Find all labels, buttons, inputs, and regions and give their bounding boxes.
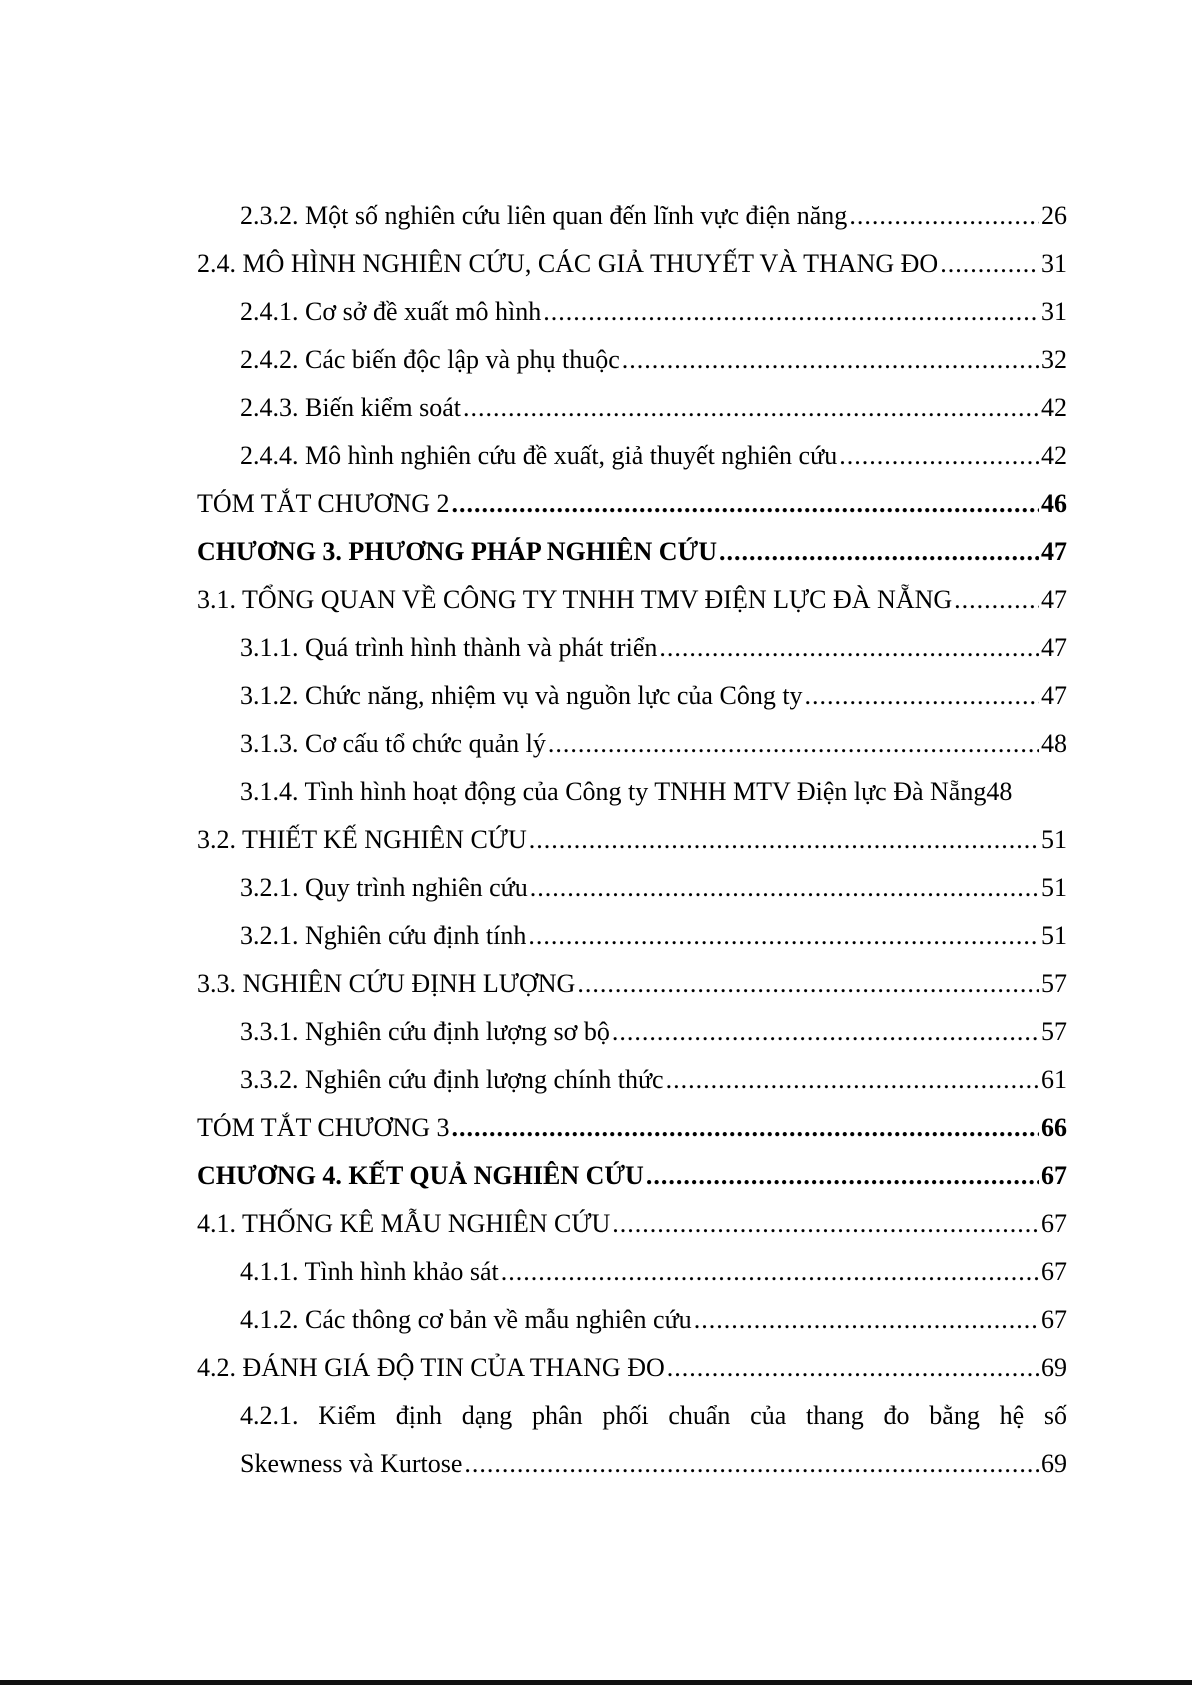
toc-leader-dots — [452, 480, 1040, 528]
toc-entry[interactable] — [197, 576, 1067, 624]
toc-leader-dots — [530, 864, 1039, 912]
toc-entry[interactable] — [197, 768, 1067, 816]
toc-entry[interactable] — [197, 1008, 1067, 1056]
toc-entry-label: CHƯƠNG 3. PHƯƠNG PHÁP NGHIÊN CỨU — [197, 537, 717, 566]
toc-entry[interactable] — [197, 720, 1067, 768]
toc-entry-label: 4.1. THỐNG KÊ MẪU NGHIÊN CỨU — [197, 1209, 611, 1238]
toc-entry[interactable] — [197, 1152, 1067, 1200]
toc-entry-label: 4.2. ĐÁNH GIÁ ĐỘ TIN CỦA THANG ĐO — [197, 1353, 665, 1382]
toc-entry-label: 2.4.3. Biến kiểm soát — [240, 393, 461, 422]
toc-leader-dots — [622, 336, 1039, 384]
toc-entry-wrapped[interactable] — [197, 1392, 1067, 1488]
toc-leader-dots — [694, 1296, 1039, 1344]
toc-leader-dots — [612, 1008, 1039, 1056]
toc-page-number: 46 — [1041, 489, 1067, 518]
toc-page-number: 57 — [1041, 1017, 1067, 1046]
toc-page-number: 47 — [1041, 537, 1067, 566]
toc-page-number: 67 — [1041, 1305, 1067, 1334]
toc-entry-label: 2.4.4. Mô hình nghiên cứu đề xuất, giả thuyết nghiên cứu — [240, 441, 838, 470]
page-bottom-edge — [0, 1680, 1192, 1685]
toc-page-number: 42 — [1041, 441, 1067, 470]
toc-page-number: 69 — [1041, 1353, 1067, 1382]
toc-leader-dots — [464, 1440, 1039, 1488]
toc-entry[interactable] — [197, 864, 1067, 912]
toc-page-number: 51 — [1041, 873, 1067, 902]
toc-entry[interactable] — [197, 480, 1067, 528]
toc-page-number: 69 — [1041, 1449, 1067, 1478]
toc-entry-label: 2.4.1. Cơ sở đề xuất mô hình — [240, 297, 542, 326]
toc-entry-label: 3.2. THIẾT KẾ NGHIÊN CỨU — [197, 825, 527, 854]
toc-leader-dots — [452, 1104, 1040, 1152]
toc-leader-dots — [719, 528, 1039, 576]
toc-entry[interactable] — [197, 1248, 1067, 1296]
toc-entry[interactable] — [197, 336, 1067, 384]
toc-entry-label-line1: 4.2.1. Kiểm định dạng phân phối chuẩn của thang đo bằng hệ số — [240, 1401, 1067, 1430]
toc-entry[interactable] — [197, 432, 1067, 480]
toc-entry-label: 2.4.2. Các biến độc lập và phụ thuộc — [240, 345, 620, 374]
toc-leader-dots — [839, 432, 1039, 480]
toc-leader-dots — [528, 912, 1039, 960]
toc-entry[interactable] — [197, 912, 1067, 960]
toc-entry-label: 3.1.4. Tình hình hoạt động của Công ty TNHH MTV Điện lực Đà Nẵng — [240, 777, 987, 806]
toc-entry[interactable] — [197, 384, 1067, 432]
toc-entry-label: 3.3.2. Nghiên cứu định lượng chính thức — [240, 1065, 664, 1094]
toc-leader-dots — [954, 576, 1039, 624]
toc-page-number: 26 — [1041, 201, 1067, 230]
toc-entry-label: TÓM TẮT CHƯƠNG 3 — [197, 1113, 450, 1142]
toc-entry[interactable] — [197, 624, 1067, 672]
toc-leader-dots — [667, 1344, 1039, 1392]
toc-entry[interactable] — [197, 1104, 1067, 1152]
toc-leader-dots — [543, 288, 1039, 336]
toc-page-number: 31 — [1041, 297, 1067, 326]
toc-page-number: 51 — [1041, 921, 1067, 950]
toc-entry-label: 2.3.2. Một số nghiên cứu liên quan đến lĩnh vực điện năng — [240, 201, 848, 230]
toc-leader-dots — [463, 384, 1039, 432]
toc-page-number: 67 — [1041, 1161, 1067, 1190]
toc-entry-label-line2: Skewness và Kurtose — [240, 1449, 463, 1478]
toc-entry-label: 3.1.2. Chức năng, nhiệm vụ và nguồn lực của Công ty — [240, 681, 803, 710]
toc-page-number: 67 — [1041, 1209, 1067, 1238]
toc-leader-dots — [501, 1248, 1039, 1296]
toc-entry-label: 3.1.3. Cơ cấu tổ chức quản lý — [240, 729, 546, 758]
toc-entry-label: 3.1. TỔNG QUAN VỀ CÔNG TY TNHH TMV ĐIỆN LỰC ĐÀ NẴNG — [197, 585, 953, 614]
toc-leader-dots — [940, 240, 1039, 288]
toc-entry[interactable] — [197, 1056, 1067, 1104]
toc-page-number: 57 — [1041, 969, 1067, 998]
toc-leader-dots — [646, 1152, 1039, 1200]
toc-entry-label: 3.3. NGHIÊN CỨU ĐỊNH LƯỢNG — [197, 969, 576, 998]
toc-entry-line2 — [240, 1440, 1067, 1488]
toc-page-number: 32 — [1041, 345, 1067, 374]
toc-entry-label: CHƯƠNG 4. KẾT QUẢ NGHIÊN CỨU — [197, 1161, 644, 1190]
toc-entry[interactable] — [197, 192, 1067, 240]
toc-leader-dots — [548, 720, 1039, 768]
toc-page-number: 31 — [1041, 249, 1067, 278]
toc-entry[interactable] — [197, 1200, 1067, 1248]
toc-leader-dots — [529, 816, 1039, 864]
toc-entry[interactable] — [197, 288, 1067, 336]
toc-page-number: 47 — [1041, 681, 1067, 710]
toc-page-number: 48 — [1041, 729, 1067, 758]
toc-leader-dots — [659, 624, 1039, 672]
toc-leader-dots — [577, 960, 1039, 1008]
toc-page-number: 42 — [1041, 393, 1067, 422]
toc-entry-label: 3.2.1. Nghiên cứu định tính — [240, 921, 527, 950]
toc-entry-label: 3.2.1. Quy trình nghiên cứu — [240, 873, 528, 902]
toc-leader-dots — [612, 1200, 1039, 1248]
toc-entry[interactable] — [197, 1296, 1067, 1344]
toc-page-number: 47 — [1041, 633, 1067, 662]
toc-entry[interactable] — [197, 528, 1067, 576]
toc-page-number: 66 — [1041, 1113, 1067, 1142]
toc-page-number: 67 — [1041, 1257, 1067, 1286]
toc-entry[interactable] — [197, 240, 1067, 288]
toc-entry[interactable] — [197, 1344, 1067, 1392]
toc-page-number: 48 — [986, 777, 1013, 806]
toc-entry-label: 4.1.1. Tình hình khảo sát — [240, 1257, 499, 1286]
toc-entry-label: 2.4. MÔ HÌNH NGHIÊN CỨU, CÁC GIẢ THUYẾT VÀ THANG ĐO — [197, 249, 939, 278]
toc-entry[interactable] — [197, 816, 1067, 864]
toc-leader-dots — [849, 192, 1039, 240]
toc-entry-label: TÓM TẮT CHƯƠNG 2 — [197, 489, 450, 518]
toc-entry-label: 3.1.1. Quá trình hình thành và phát triển — [240, 633, 658, 662]
table-of-contents — [197, 192, 1067, 1488]
toc-page-number: 51 — [1041, 825, 1067, 854]
toc-entry[interactable] — [197, 672, 1067, 720]
toc-entry-label: 4.1.2. Các thông cơ bản về mẫu nghiên cứu — [240, 1305, 692, 1334]
toc-page-number: 47 — [1041, 585, 1067, 614]
toc-entry[interactable] — [197, 960, 1067, 1008]
toc-entry-label: 3.3.1. Nghiên cứu định lượng sơ bộ — [240, 1017, 610, 1046]
toc-leader-dots — [666, 1056, 1039, 1104]
toc-leader-dots — [805, 672, 1039, 720]
toc-page-number: 61 — [1041, 1065, 1067, 1094]
